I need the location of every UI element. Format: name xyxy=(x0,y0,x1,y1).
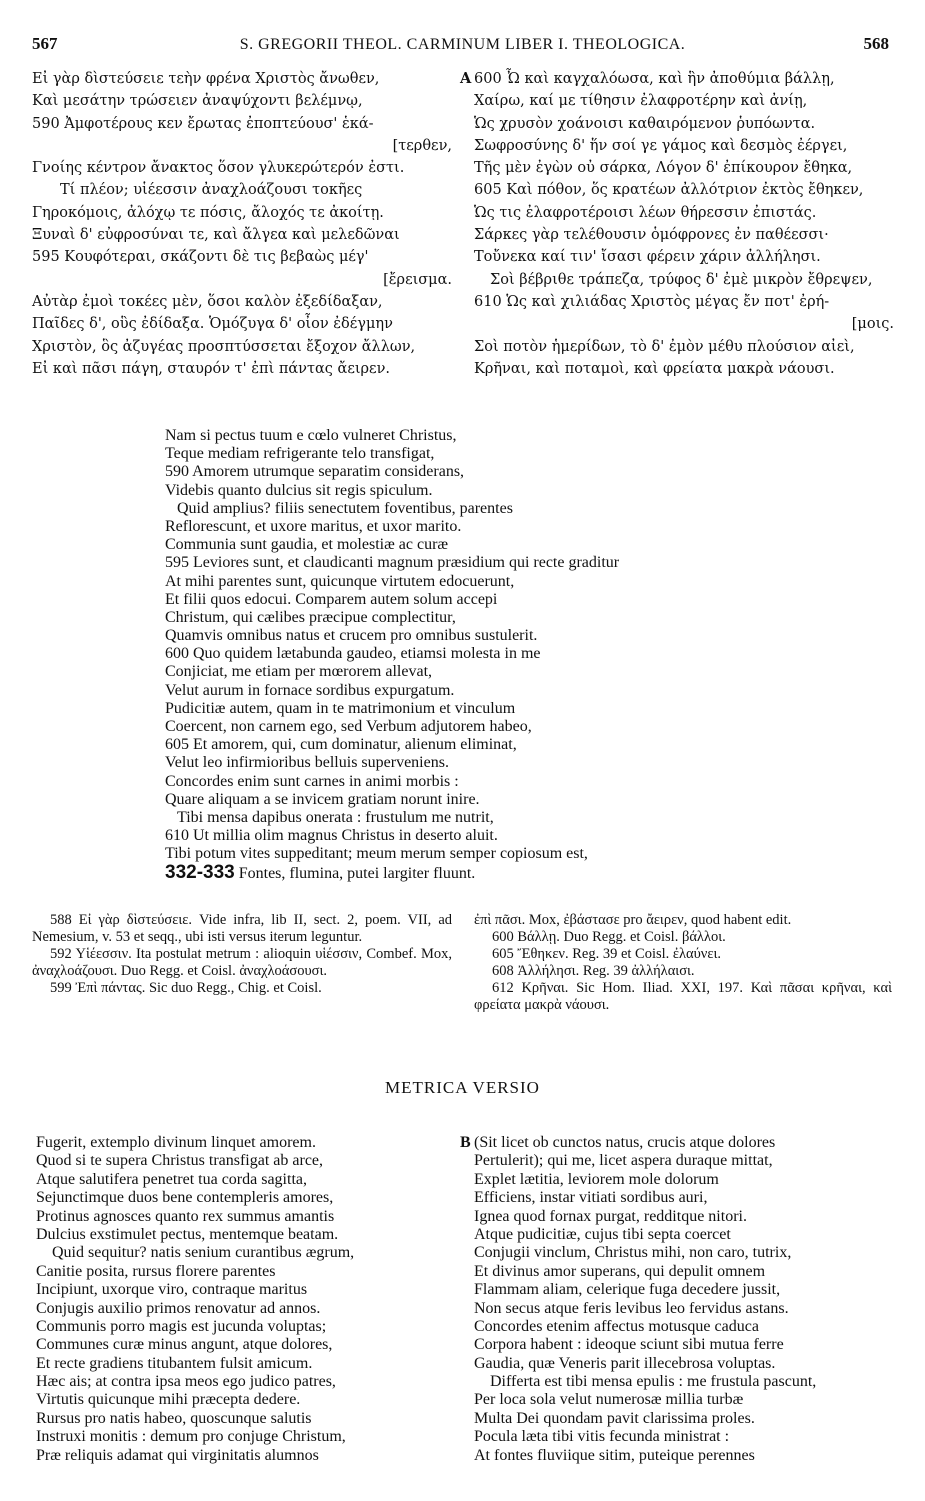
footnote: 588 Εἰ γὰρ δὶστεύσειε. Vide infra, lib II, sect. 2, poem. VII, ad Nemesium, v. 53 et seqq., ubi isti versus iterum leguntur. xyxy=(32,912,452,945)
latin-line: 600 Quo quidem lætabunda gaudeo, etiamsi molesta in me xyxy=(165,645,541,663)
verse-line: Gaudia, quæ Veneris parit illecebrosa voluptas. xyxy=(474,1354,776,1372)
verse-line: Et recte gradiens titubantem fulsit amicum. xyxy=(36,1354,313,1372)
verse-line: Et divinus amor superans, qui depulit omnem xyxy=(474,1262,766,1280)
greek-line: 605 Καὶ πόθον, ὅς κρατέων ἀλλότριον ἐκτὸς ἔθηκεν, xyxy=(474,182,864,199)
footnote: 608 Ἀλλήλησι. Reg. 39 ἀλλήλαισι. xyxy=(492,963,695,979)
verse-line: Canitie posita, rursus florere parentes xyxy=(36,1262,276,1280)
latin-line: Pudicitiæ autem, quam in te matrimonium et vinculum xyxy=(165,699,516,717)
latin-line: Christum, qui cælibes præcipue complectitur, xyxy=(165,608,456,626)
footnote: ἐπὶ πᾶσι. Mox, ἐβάστασε pro ἄειρεν, quod habent edit. xyxy=(474,912,792,928)
latin-line: Tibi mensa dapibus onerata : frustulum me nutrit, xyxy=(177,808,494,826)
greek-line: Τῆς μὲν ἐγὼν οὐ σάρκα, Λόγον δ' ἐπίκουρον ἔθηκα, xyxy=(474,160,853,177)
greek-text-left-column xyxy=(32,68,452,380)
latin-line: Et filii quos edocui. Comparem autem solum accepi xyxy=(165,590,498,608)
footnotes-left xyxy=(32,912,452,997)
verse-line: Fugerit, extemplo divinum linquet amorem. xyxy=(36,1134,316,1151)
greek-line: Κρῆναι, καὶ ποταμοὶ, καὶ φρείατα μακρὰ νάουσι. xyxy=(474,360,835,377)
verse-line: Efficiens, instar vitiati sordibus auri, xyxy=(474,1189,708,1207)
verse-line: Concordes etenim affectus motusque caduca xyxy=(474,1317,759,1335)
running-title: S. GREGORII THEOL. CARMINUM LIBER I. THEOLOGICA. xyxy=(239,36,686,53)
greek-line: Εἰ γὰρ δὶστεύσειε τεὴν φρένα Χριστὸς ἄνωθεν, xyxy=(32,71,380,87)
latin-translation xyxy=(165,427,785,882)
latin-line: Conjiciat, me etiam per mœrorem allevat, xyxy=(165,663,433,681)
verse-line: At fontes fluviique sitim, puteique perennes xyxy=(474,1446,755,1464)
greek-line: Καὶ μεσάτην τρώσειεν ἀναψύχοντι βελέμνῳ, xyxy=(32,93,363,110)
verse-line: Quid sequitur? natis senium curantibus ægrum, xyxy=(52,1244,355,1262)
verse-line: Instruxi monitis : demum pro conjuge Christum, xyxy=(36,1428,346,1446)
greek-line: Εἰ καὶ πᾶσι πάγη, σταυρόν τ' ἐπὶ πάντας ἄειρεν. xyxy=(32,360,390,377)
verse-line: Quod si te supera Christus transfigat ab arce, xyxy=(36,1152,324,1170)
verse-line: Flammam aliam, celerique fuga decedere jussit, xyxy=(474,1281,781,1299)
greek-line: Σοὶ βέβριθε τράπεζα, τρύφος δ' ἐμὲ μικρὸν ἔθρεψεν, xyxy=(490,271,873,288)
greek-line: Ξυναὶ δ' εὐφροσύναι τε, καὶ ἄλγεα καὶ μελεδῶναι xyxy=(32,227,400,244)
greek-line: Γηροκόμοις, ἀλόχῳ τε πόσις, ἄλοχός τε ἀκοίτῃ. xyxy=(32,204,384,221)
footnote: 592 Υἱέεσσιν. Ita postulat metrum : alioquin υἱέσσιν, Combef. Mox, ἀναχλοάζουσι. Duo Regg. et Coisl. ἀναχλοάσουσι. xyxy=(32,946,452,979)
column-numbers: 332-333 xyxy=(165,861,235,883)
column-marker-b: B xyxy=(460,1134,471,1151)
metrical-version-right xyxy=(460,1134,894,1465)
verse-line: Conjugis auxilio primos renovatur ad annos. xyxy=(36,1299,321,1317)
latin-line: Reflorescunt, et uxore maritus, et uxor marito. xyxy=(165,517,462,535)
latin-line: Quare aliquam a se invicem gratiam norunt inire. xyxy=(165,790,480,808)
verse-line: Atque salutifera penetret tua corda sagitta, xyxy=(36,1170,307,1188)
column-marker-a: A xyxy=(460,70,472,87)
greek-line: 590 Ἀμφοτέρους κεν ἔρωτας ἐποπτεύουσ' ἑκά- xyxy=(32,115,374,132)
greek-line: Χαίρω, καί με τίθησιν ἐλαφροτέρην καὶ ἀνίῃ, xyxy=(474,93,808,110)
verse-line: Pocula læta tibi vitis fecunda ministrat : xyxy=(474,1428,730,1446)
verse-line: Explet lætitia, leviorem mole dolorum xyxy=(474,1170,719,1188)
verse-line: Præ reliquis adamat qui virginitatis alumnos xyxy=(36,1446,319,1464)
latin-line: Quamvis omnibus natus et crucem pro omnibus sustulerit. xyxy=(165,627,538,645)
latin-line: Communia sunt gaudia, et molestiæ ac curæ xyxy=(165,536,449,554)
latin-line: Quid amplius? filiis senectutem foventibus, parentes xyxy=(177,499,513,517)
greek-line-continuation: [μοις. xyxy=(851,316,894,333)
verse-line: (Sit licet ob cunctos natus, crucis atque dolores xyxy=(474,1134,776,1151)
greek-line: Ὡς τις ἐλαφροτέροισι λέων θήρεσσιν ἐπιστάς. xyxy=(474,204,817,221)
greek-line: Αὐτὰρ ἐμοὶ τοκέες μὲν, ὅσοι καλὸν ἐξεδίδαξαν, xyxy=(32,293,383,310)
greek-line: Σωφροσύνης δ' ἥν σοί γε γάμος καὶ δεσμὸς ἐέργει, xyxy=(474,137,848,154)
left-page-number: 567 xyxy=(32,34,58,53)
verse-line: Protinus agnosces quanto rex summus amantis xyxy=(36,1207,335,1225)
footnotes-right xyxy=(474,912,892,1014)
verse-line: Sejunctimque duos bene contempleris amores, xyxy=(36,1189,334,1207)
verse-line: Virtutis quicunque mihi præcepta dedere. xyxy=(36,1391,301,1409)
verse-line: Differta est tibi mensa epulis : me frustula pascunt, xyxy=(490,1373,817,1391)
greek-line-continuation: [τερθεν, xyxy=(392,137,452,154)
verse-line: Rursus pro natis habeo, quoscunque salutis xyxy=(36,1409,312,1427)
footnote: 600 Βάλλῃ. Duo Regg. et Coisl. βάλλοι. xyxy=(492,929,726,945)
verse-line: Conjugii vinclum, Christus mihi, non caro, tutrix, xyxy=(474,1244,792,1262)
greek-text-right-column xyxy=(460,68,894,380)
section-title: METRICA VERSIO xyxy=(385,1078,540,1097)
latin-line: 605 Et amorem, qui, cum dominatur, alienum eliminat, xyxy=(165,736,517,754)
greek-line: 600 Ὦ καὶ καγχαλόωσα, καὶ ἣν ἀποθύμια βάλλῃ, xyxy=(474,71,835,87)
latin-line: 610 Ut millia olim magnus Christus in deserto aluit. xyxy=(165,827,498,845)
footnote: 612 Κρῆναι. Sic Hom. Iliad. XXI, 197. Καὶ πᾶσαι κρῆναι, καὶ φρείατα μακρὰ νάουσι. xyxy=(474,980,892,1013)
greek-line: Τί πλέον; υἱέεσσιν ἀναχλοάζουσι τοκῆες xyxy=(60,182,363,199)
greek-line: Ὡς χρυσὸν χοάνοισι καθαιρόμενον ῥυπόωντα. xyxy=(474,115,816,132)
metrical-version-left xyxy=(36,1134,446,1465)
latin-line: Concordes enim sunt carnes in animi morbis : xyxy=(165,772,459,790)
greek-line: Σάρκες γὰρ τελέθουσιν ὁμόφρονες ἐν παθέεσσι· xyxy=(474,227,829,244)
verse-line: Non secus atque feris levibus leo fervidus astans. xyxy=(474,1299,789,1317)
greek-line: 595 Κουφότεραι, σκάζοντι δὲ τις βεβαὼς μέγ' xyxy=(32,249,369,266)
latin-last-line xyxy=(165,861,785,883)
greek-line: Χριστὸν, ὃς ἀζυγέας προσπτύσσεται ἔξοχον ἄλλων, xyxy=(32,338,416,355)
page-header xyxy=(0,30,925,58)
footnote: 599 Ἐπὶ πάντας. Sic duo Regg., Chig. et Coisl. xyxy=(50,980,322,996)
latin-line: Velut leo infirmioribus belluis superveniens. xyxy=(165,754,449,772)
verse-line: Multa Dei quondam pavit clarissima proles. xyxy=(474,1409,755,1427)
verse-line: Incipiunt, uxorque viro, contraque maritus xyxy=(36,1281,308,1299)
verse-line: Per loca sola velut numerosæ millia turbæ xyxy=(474,1391,744,1409)
greek-line: Παῖδες δ', οὓς ἐδίδαξα. Ὁμόζυγα δ' οἶον ἐδέγμην xyxy=(32,316,393,333)
verse-line: Corpora habent : ideoque sciunt sibi mutua ferre xyxy=(474,1336,784,1354)
greek-line: Σοὶ ποτὸν ἡμερίδων, τὸ δ' ἐμὸν μέθυ πλούσιον αἰεὶ, xyxy=(474,338,855,355)
verse-line: Communis porro magis est jucunda voluptas; xyxy=(36,1317,327,1335)
verse-line: Communes curæ minus angunt, atque dolores, xyxy=(36,1336,333,1354)
verse-line: Atque pudicitiæ, cujus tibi septa coercet xyxy=(474,1225,731,1243)
latin-line: Fontes, flumina, putei largiter fluunt. xyxy=(238,864,476,882)
greek-line-continuation: [ἔρεισμα. xyxy=(383,271,452,288)
latin-line: At mihi parentes sunt, quicunque virtutem edocuerunt, xyxy=(165,572,515,590)
verse-line: Pertulerit); qui me, licet aspera duraque mittat, xyxy=(474,1152,773,1170)
verse-line: Ignea quod fornax purgat, redditque nitori. xyxy=(474,1207,747,1225)
greek-line: 610 Ὡς καὶ χιλιάδας Χριστὸς μέγας ἔν ποτ' ἐρή- xyxy=(474,293,830,310)
latin-line: Coercent, non carnem ego, sed Verbum adjutorem habeo, xyxy=(165,718,532,735)
latin-line: Videbis quanto dulcius sit regis spiculum. xyxy=(165,481,433,499)
verse-line: Hæc ais; at contra ipsa meos ego judico patres, xyxy=(36,1373,336,1391)
footnote: 605 Ἔθηκεν. Reg. 39 et Coisl. ἐλαύνει. xyxy=(492,946,721,962)
latin-line: 590 Amorem utrumque separatim considerans, xyxy=(165,463,465,481)
latin-line: Teque mediam refrigerante telo transfigat, xyxy=(165,445,435,463)
latin-line: Tibi potum vites suppeditant; meum merum semper copiosum est, xyxy=(165,845,588,863)
right-page-number: 568 xyxy=(863,34,889,53)
verse-line: Dulcius exstimulet pectus, mentemque beatam. xyxy=(36,1225,339,1243)
latin-line: Nam si pectus tuum e cœlo vulneret Christus, xyxy=(165,427,457,444)
latin-line: 595 Leviores sunt, et claudicanti magnum præsidium qui recte graditur xyxy=(165,554,620,572)
latin-line: Velut aurum in fornace sordibus expurgatum. xyxy=(165,681,455,699)
greek-line: Γνοίης κέντρον ἄνακτος ὅσον γλυκερώτερόν ἐστι. xyxy=(32,160,405,177)
greek-line: Τοὔνεκα καί τιν' ἴσασι φέρειν χάριν ἀλλήλησι. xyxy=(474,249,821,266)
